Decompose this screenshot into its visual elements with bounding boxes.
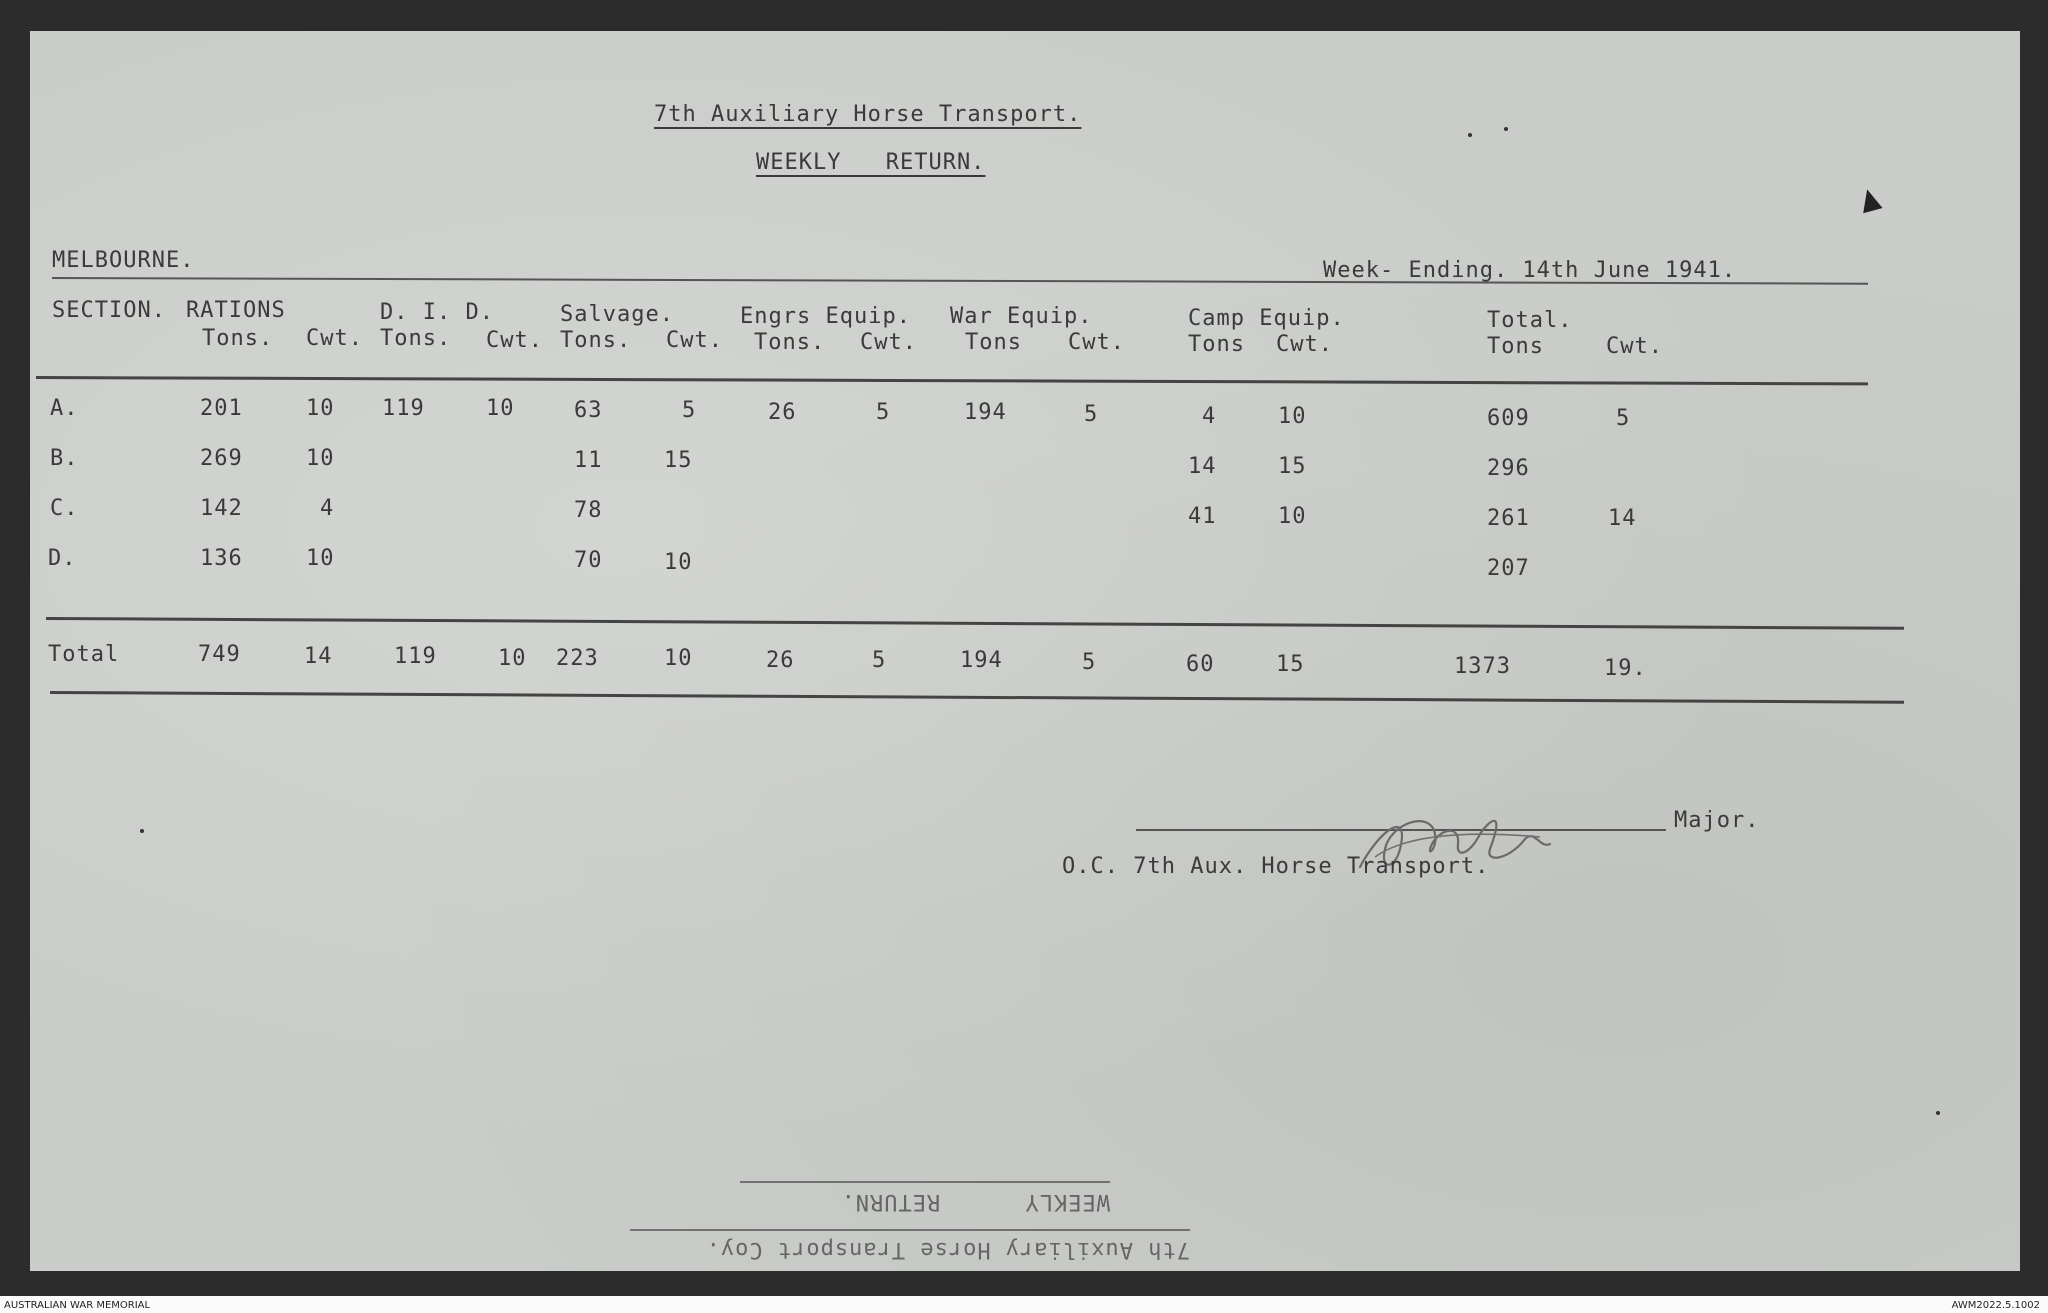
cell: 10 [1278,404,1307,429]
cell: 10 [306,396,335,421]
col-salvage-header: Salvage. [560,302,674,327]
cell: 609 [1487,406,1530,431]
table-total-rule [50,691,1904,704]
col-camp-header: Camp Equip. [1188,306,1345,331]
mirrored-line-1: WEEKLY RETURN. [840,1189,1110,1214]
cell: 14 [1188,454,1217,479]
table-header-rule [36,376,1868,385]
cell: 136 [200,546,243,571]
sub-header: Cwt. [486,328,543,353]
total-label: Total [48,642,120,667]
cell: 142 [200,496,243,521]
sub-header: Tons. [380,326,452,351]
col-section-header: SECTION. [52,298,166,323]
table-body-rule [46,617,1904,630]
paper-speck [1468,133,1472,137]
paper-speck [1936,1111,1940,1115]
col-rations-header: RATIONS [186,298,286,323]
cell: 296 [1487,456,1530,481]
row-section: B. [50,446,79,471]
total-cell: 10 [498,646,527,671]
cell: 5 [1616,406,1631,431]
total-cell: 5 [872,648,887,673]
cell: 10 [1278,504,1307,529]
total-cell: 10 [664,646,693,671]
cell: 10 [306,546,335,571]
sub-header: Tons. [560,328,632,353]
mirrored-show-through [630,1171,1190,1261]
cell: 11 [574,448,603,473]
total-cell: 1373 [1454,654,1511,679]
cell: 10 [306,446,335,471]
total-cell: 749 [198,642,241,667]
sub-header: Cwt. [666,328,723,353]
cell: 194 [964,400,1007,425]
cell: 5 [876,400,891,425]
mirrored-line-2: 7th Auxiliary Horse Transport Coy. [705,1237,1190,1262]
sub-header: Tons [1487,334,1544,359]
sub-header: Tons [1188,332,1245,357]
footer-archive-name: AUSTRALIAN WAR MEMORIAL [4,1300,151,1311]
cell: 78 [574,498,603,523]
total-cell: 119 [394,644,437,669]
cell: 63 [574,398,603,423]
row-section: D. [48,546,77,571]
sub-header: Tons. [754,330,826,355]
total-cell: 15 [1276,652,1305,677]
total-cell: 19. [1604,656,1647,681]
total-cell: 194 [960,648,1003,673]
cell: 41 [1188,504,1217,529]
cell: 5 [682,398,697,423]
sub-header: Tons. [202,326,274,351]
paper-speck [1504,127,1508,131]
col-total-header: Total. [1487,308,1573,333]
cell: 261 [1487,506,1530,531]
row-section: C. [50,496,79,521]
cell: 70 [574,548,603,573]
week-ending-label: Week- Ending. 14th June 1941. [1323,258,1737,283]
footer-accession-id: AWM2022.5.1002 [1951,1300,2040,1311]
cell: 119 [382,396,425,421]
cell: 207 [1487,556,1530,581]
cell: 10 [486,396,515,421]
cell: 26 [768,400,797,425]
col-engrs-header: Engrs Equip. [740,304,911,329]
document-subtitle: WEEKLY RETURN. [756,150,986,175]
sub-header: Cwt. [1068,330,1125,355]
paper-tear-mark [1857,187,1882,213]
sub-header: Cwt. [860,330,917,355]
location-label: MELBOURNE. [52,248,195,273]
total-cell: 5 [1082,650,1097,675]
signatory-title: O.C. 7th Aux. Horse Transport. [1062,854,1490,879]
col-war-header: War Equip. [950,304,1093,329]
cell: 4 [1202,404,1217,429]
cell: 4 [320,496,335,521]
paper-speck [140,829,144,833]
total-cell: 14 [304,644,333,669]
total-cell: 223 [556,646,599,671]
document-page [30,31,2020,1271]
total-cell: 26 [766,648,795,673]
cell: 5 [1084,402,1099,427]
row-section: A. [50,396,79,421]
total-cell: 60 [1186,652,1215,677]
sub-header: Cwt. [1606,334,1663,359]
sub-header: Tons [965,330,1022,355]
sub-header: Cwt. [306,326,363,351]
cell: 15 [1278,454,1307,479]
cell: 201 [200,396,243,421]
mirrored-rule-1 [740,1181,1110,1183]
cell: 269 [200,446,243,471]
cell: 14 [1608,506,1637,531]
signatory-rank: Major. [1674,808,1760,833]
cell: 15 [664,448,693,473]
document-title: 7th Auxiliary Horse Transport. [654,102,1082,127]
cell: 10 [664,550,693,575]
sub-header: Cwt. [1276,332,1333,357]
col-did-header: D. I. D. [380,300,494,325]
mirrored-rule-2 [630,1229,1190,1231]
